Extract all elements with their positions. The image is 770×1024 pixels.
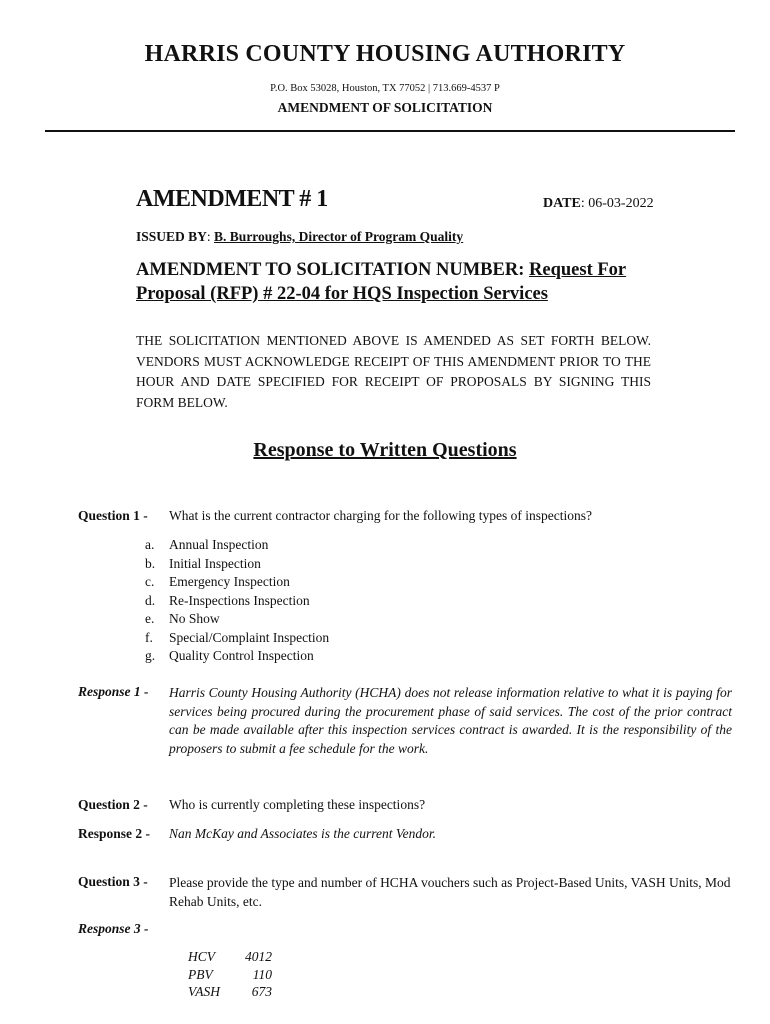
list-item-text: Special/Complaint Inspection — [169, 629, 330, 645]
list-item-text: No Show — [169, 611, 220, 626]
issued-by-value: B. Burroughs, Director of Program Quality — [214, 229, 464, 244]
organization-title: HARRIS COUNTY HOUSING AUTHORITY — [144, 41, 626, 67]
voucher-type: PBV — [188, 966, 213, 982]
list-item-text: Re-Inspections Inspection — [169, 592, 310, 608]
inspection-types-list — [145, 536, 329, 666]
list-item-text: Quality Control Inspection — [169, 648, 314, 663]
question-2-text: Who is currently completing these inspections? — [169, 797, 426, 812]
list-marker: g. — [145, 648, 156, 663]
voucher-counts — [188, 948, 272, 1001]
list-item — [145, 555, 329, 574]
voucher-type: VASH — [188, 984, 220, 999]
voucher-count: 673 — [251, 984, 272, 999]
list-marker: c. — [145, 574, 155, 589]
response-2-label: Response 2 - — [78, 826, 151, 841]
question-1-label: Question 1 - — [78, 508, 148, 523]
list-item-text: Emergency Inspection — [169, 574, 290, 589]
solicitation-label: AMENDMENT TO SOLICITATION NUMBER: — [136, 260, 530, 280]
document-subtitle: AMENDMENT OF SOLICITATION — [277, 100, 493, 115]
organization-address: P.O. Box 53028, Houston, TX 77052 | 713.669-4537 P — [270, 83, 500, 94]
list-marker: b. — [145, 555, 156, 571]
list-marker: d. — [145, 592, 156, 608]
voucher-row — [188, 948, 272, 966]
question-3-text: Please provide the type and number of HCHA vouchers such as Project-Based Units, VASH Units, Mod Rehab Units, etc. — [169, 875, 731, 909]
list-item — [145, 536, 329, 555]
list-item — [145, 629, 329, 648]
header-divider — [45, 130, 735, 132]
voucher-count: 110 — [252, 966, 272, 982]
solicitation-number — [136, 258, 696, 306]
response-1-label: Response 1 - — [78, 684, 149, 699]
amendment-date — [543, 196, 654, 212]
response-1-text: Harris County Housing Authority (HCHA) does not release information relative to what it is paying for services being procured during the procurement phase of said services. The cost of the prior contract can be made available after this inspection services contract is awarded. It is the responsibility of the proposers to submit a fee schedule for the work. — [169, 685, 732, 756]
issued-by: ISSUED BY: B. Burroughs, Director of Program Quality — [136, 229, 464, 244]
solicitation-value: Request For Proposal (RFP) # 22-04 for HQS Inspection Services — [136, 260, 627, 304]
response-3-label: Response 3 - — [78, 921, 149, 936]
voucher-row — [188, 983, 272, 1001]
response-2-text: Nan McKay and Associates is the current Vendor. — [169, 826, 436, 841]
question-3-label: Question 3 - — [78, 874, 148, 889]
list-marker: a. — [145, 537, 155, 552]
list-item — [145, 573, 329, 592]
list-item-text: Initial Inspection — [169, 555, 261, 571]
list-marker: f. — [145, 629, 153, 645]
question-1-text: What is the current contractor charging for the following types of inspections? — [169, 508, 592, 523]
list-item — [145, 647, 329, 666]
list-marker: e. — [145, 611, 155, 626]
voucher-count: 4012 — [245, 949, 272, 964]
list-item — [145, 610, 329, 629]
list-item — [145, 592, 329, 611]
question-2-label: Question 2 - — [78, 797, 148, 812]
date-label: DATE — [543, 196, 581, 211]
amendment-notice: THE SOLICITATION MENTIONED ABOVE IS AMENDED AS SET FORTH BELOW. VENDORS MUST ACKNOWLEDGE RECEIPT OF THIS AMENDMENT PRIOR TO THE HOUR AND DATE SPECIFIED FOR RECEIPT OF PROPOSALS BY SIGNING THIS FORM BELOW. — [136, 333, 651, 410]
list-item-text: Annual Inspection — [169, 537, 269, 552]
date-value: : 06-03-2022 — [580, 196, 654, 211]
amendment-title: AMENDMENT # 1 — [136, 186, 328, 212]
section-heading: Response to Written Questions — [253, 439, 517, 461]
voucher-type: HCV — [188, 949, 215, 964]
voucher-row — [188, 966, 272, 984]
issued-by-label: ISSUED BY — [136, 229, 207, 244]
